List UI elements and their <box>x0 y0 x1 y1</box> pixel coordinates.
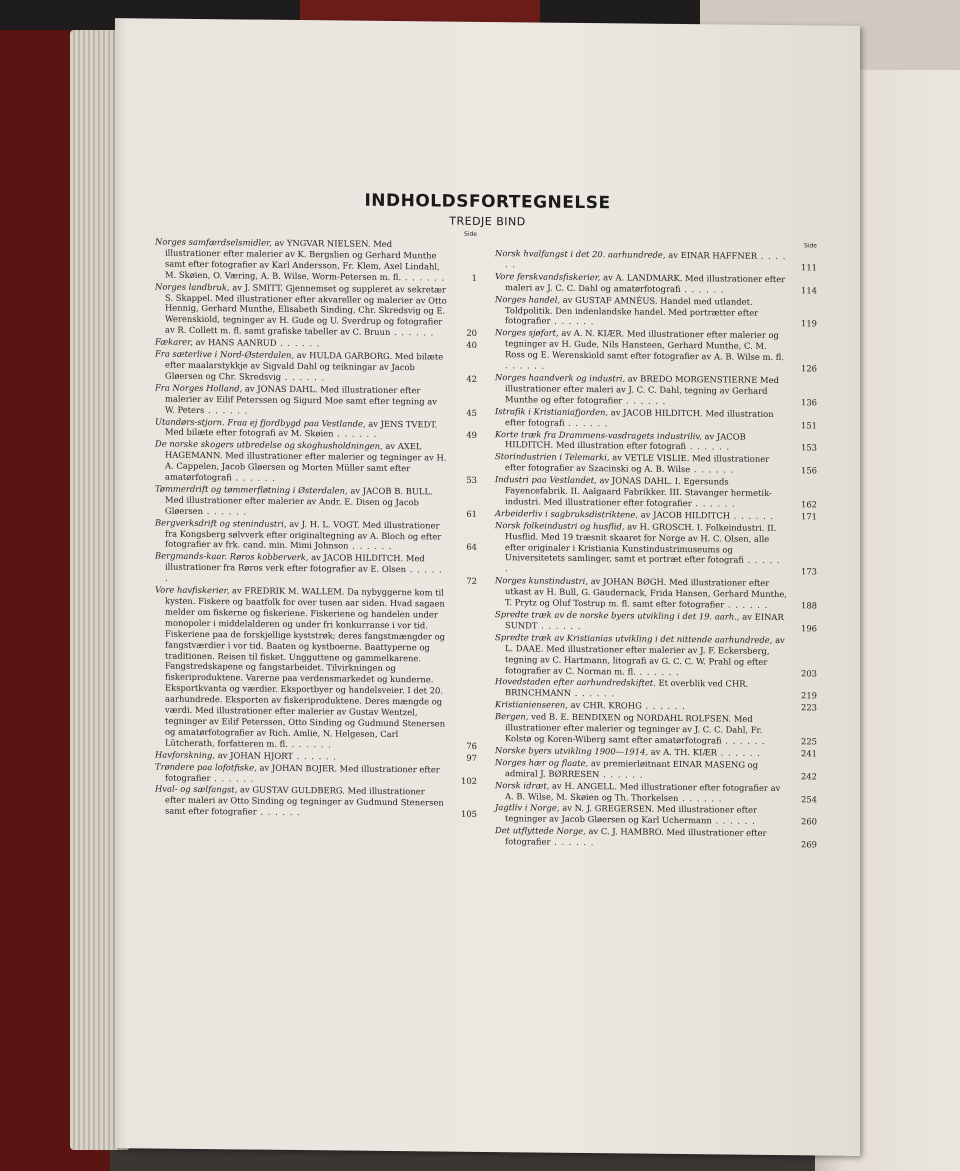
toc-entry-page: 76 <box>466 740 477 751</box>
toc-entry-page: 105 <box>461 808 477 820</box>
toc-entry: Norske byers utvikling 1900—1914, av A. TH. KIÆR . . . . . . 241 <box>495 744 817 759</box>
toc-entry: Fra sæterlive i Nord-Østerdalen, av HULDA GARBORG. Med bilæte efter maalarstykkje av Sigvald Dahl og teikningar av Jacob Gløersen og Chr. Skredsvig . . . . . . 42 <box>155 348 477 384</box>
toc-entry-description: ved B. E. BENDIXEN og NORDAHL ROLFSEN. Med illustrationer efter malerier og tegninger av J. C. C. Dahl, Fr. Kolstø og Koren-Wiberg samt efter amatørfotografi <box>505 711 763 746</box>
toc-entry: Vore ferskvandsfiskerier, av A. LANDMARK. Med illustrationer efter maleri av J. C. C. Dahl og amatørfotografi . . . . . . 114 <box>495 270 817 296</box>
toc-entry: Havforskning, av JOHAN HJORT . . . . . . 97 <box>155 749 477 763</box>
toc-entry-title: Hval- og sælfangst, <box>155 783 238 795</box>
toc-entry-page: 254 <box>801 793 817 804</box>
toc-entry-title: Norges handel, <box>495 293 561 305</box>
toc-entry: Norges handel, av GUSTAF AMNÉUS. Handel med utlandet. Toldpolitik. Den indenlandske handel. Med portrætter efter fotografier . . . . . . 119 <box>495 293 817 329</box>
toc-entry: Norges haandverk og industri, av BREDO MORGENSTIERNE Med illustrationer efter maleri av J. C. C. Dahl, tegning av Gerhard Munthe og efter fotografier . . . . . . 136 <box>495 372 817 408</box>
toc-entry-page: 64 <box>466 542 477 553</box>
toc-entry-description: av BREDO MORGENSTIERNE Med illustrationer efter maleri av J. C. C. Dahl, tegning av Gerhard Munthe og efter fotografier <box>505 373 779 406</box>
toc-entry: Storindustrien i Telemarki, av VETLE VISLIE. Med illustrationer efter fotografier av Szacinski og A. B. Wilse . . . . . . 156 <box>495 451 817 476</box>
toc-entry-title: De norske skogers utbredelse og skoghusholdningen, <box>155 438 383 452</box>
toc-entry-description: av JACOB HILDITCH. Med illustration efter fotografi <box>505 430 746 452</box>
toc-entry-title: Norges sjøfart, <box>495 327 559 339</box>
toc-entry: Spredte træk av de norske byers utvikling i det 19. aarh., av EINAR SUNDT . . . . . . 196 <box>495 609 817 634</box>
toc-entry-page: 114 <box>801 285 817 296</box>
toc-entry-page: 188 <box>801 600 817 611</box>
side-label-right: Side <box>804 242 817 250</box>
toc-entry-title: Norges kunstindustri, <box>495 575 589 587</box>
toc-entry-page: 53 <box>466 474 477 485</box>
toc-entry-page: 269 <box>801 839 817 850</box>
toc-entry-description: av J. H. L. VOGT. Med illustrationer fra Kongsberg sølvverk efter originaltegning av A. Bloch og efter fotografier av frk. cand. min. Mimi Johnson <box>165 518 442 552</box>
toc-entry: Norges landbruk, av J. SMITT. Gjennemset og suppleret av sekretær S. Skappel. Med illustrationer efter akvareller og malerier av Otto Hennig, Gerhard Munthe, Elisabeth Sinding, Chr. Skredsvig og E. Werenskiold, tegninger av H. Gude og U. Sverdrup og fotografier av R. Collett m. fl. samt grafiske tabeller av C. Bruun . . . . . . 20 <box>155 281 477 339</box>
toc-entry: Det utflyttede Norge, av C. J. HAMBRO. Med illustrationer efter fotografier . . . . . . 269 <box>495 825 817 850</box>
toc-entry-page: 102 <box>461 775 477 786</box>
toc-entry-title: Korte træk fra Drammens-vasdragets industriliv, <box>495 428 702 441</box>
toc-entry-description: av JONAS DAHL. Med illustrationer efter malerier av Eilif Peterssen og Sigurd Moe samt efter tegning av W. Peters <box>165 383 438 415</box>
toc-entry: Korte træk fra Drammens-vasdragets industriliv, av JACOB HILDITCH. Med illustration efter fotografi . . . . . . 153 <box>495 428 817 453</box>
toc-entry: Norges hær og flaate, av premierløitnant EINAR MASENG og admiral J. BØRRESEN . . . . . . 242 <box>495 756 817 782</box>
book-page <box>115 18 860 1156</box>
toc-entry-description: av JACOB B. BULL. Med illustrationer efter malerier av Andr. E. Disen og Jacob Gløersen <box>165 485 433 516</box>
toc-entry-page: 223 <box>801 702 817 713</box>
toc-entry-page: 196 <box>801 623 817 634</box>
toc-entry-page: 173 <box>801 566 817 577</box>
toc-entry-description: Et overblik ved CHR. BRINCHMANN <box>505 678 749 699</box>
toc-entry: Hovedstaden efter aarhundredskiftet. Et overblik ved CHR. BRINCHMANN . . . . . . 219 <box>495 676 817 701</box>
toc-entry-page: 242 <box>801 770 817 782</box>
toc-entry-page: 156 <box>801 465 817 476</box>
toc-entry-description: av A. TH. KIÆR <box>650 746 717 758</box>
toc-entry-title: Spredte træk av Kristianias utvikling i det nittende aarhundrede, <box>495 631 773 645</box>
toc-entry-description: av L. DAAE. Med illustrationer efter malerier av J. F. Eckersberg, tegning av C. Hartmann, litografi av G. C. C. W. Prahl og efter fotografier av C. Norman m. fl. <box>505 634 785 677</box>
toc-entry-page: 20 <box>466 328 477 339</box>
toc-entry-title: Norges samfærdselsmidler, <box>155 236 272 248</box>
toc-entry-title: Bergen, <box>495 711 529 722</box>
toc-entry-description: av AXEL HAGEMANN. Med illustrationer efter malerier og tegninger av H. A. Cappelen, Jacob Gløersen og Morten Müller samt efter amatørfotografi <box>165 441 447 483</box>
toc-entry-page: 1 <box>471 272 477 283</box>
toc-entry-title: Storindustrien i Telemarki, <box>495 451 610 463</box>
toc-entry-title: Tømmerdrift og tømmerfløtning i Østerdalen, <box>155 483 348 496</box>
toc-entry-description: av A. N. KIÆR. Med illustrationer efter malerier og tegninger av H. Gude, Nils Hansteen, Gerhard Munthe, C. M. Ross og E. Werenskiold samt efter fotografier av A. B. Wilse m. fl. <box>505 328 785 363</box>
toc-entry: Norsk folkeindustri og husflid, av H. GROSCH. I. Folkeindustri. II. Husflid. Med 19 træsnit skaaret for Norge av H. C. Olsen, alle efter originaler i Kristiania Kunstindustrimuseums og Universitetets samlinger, samt et portræt efter fotografi . . . . . . 173 <box>495 519 817 577</box>
toc-entry-page: 49 <box>466 430 477 441</box>
toc-entry: Bergverksdrift og stenindustri, av J. H. L. VOGT. Med illustrationer fra Kongsberg sølvverk efter originaltegning av A. Bloch og efter fotografier av frk. cand. min. Mimi Johnson . . . . . . 64 <box>155 517 477 553</box>
toc-entry-page: 151 <box>801 419 817 431</box>
toc-entry: Fækarer, av HANS AANRUD . . . . . . 40 <box>155 336 477 351</box>
toc-entry: Norsk hvalfangst i det 20. aarhundrede, av EINAR HAFFNER . . . . . . 111 <box>495 248 817 273</box>
toc-entry: Trøndere paa lofotfiske, av JOHAN BOJER. Med illustrationer efter fotografier . . . . . . 102 <box>155 761 477 786</box>
toc-entry: Jagtliv i Norge, av N. J. GREGERSEN. Med illustrationer efter tegninger av Jacob Gløersen og Karl Uchermann . . . . . . 260 <box>495 802 817 827</box>
toc-entry-description: av CHR. KROHG <box>570 700 642 711</box>
toc-entry: Arbeiderliv i sagbruksdistriktene, av JACOB HILDITCH . . . . . . 171 <box>495 507 817 522</box>
toc-entry-description: av EINAR HAFFNER <box>668 249 758 261</box>
toc-entry: Norges kunstindustri, av JOHAN BØGH. Med illustrationer efter utkast av H. Bull, G. Gaudernack, Frida Hansen, Gerhard Munthe, T. Prytz og Oluf Tostrup m. fl. samt efter fotografier . . . . . . 188 <box>495 575 817 611</box>
toc-entry-title: Utandørs-stjorn. Fraa ej fjordbygd paa Vestlande, <box>155 416 366 429</box>
toc-entry-title: Arbeiderliv i sagbruksdistriktene, <box>495 507 639 520</box>
toc-entry-title: Norges landbruk, <box>155 281 230 292</box>
toc-entry-page: 162 <box>801 499 817 510</box>
toc-entry: Industri paa Vestlandet, av JONAS DAHL. I. Egersunds Fayencefabrik. II. Aalgaard Fabrikker. III. Stavanger hermetik-industri. Med illustrationer efter fotografier . . . . . . 162 <box>495 474 817 510</box>
toc-entry-description: av EINAR SUNDT <box>505 611 784 631</box>
toc-entry: Bergen, ved B. E. BENDIXEN og NORDAHL ROLFSEN. Med illustrationer efter malerier og tegninger av J. C. C. Dahl, Fr. Kolstø og Koren-Wiberg samt efter amatørfotografi . . . . . . 225 <box>495 711 817 747</box>
toc-entry-title: Kristianienseren, <box>495 699 568 711</box>
toc-entry-page: 126 <box>801 363 817 374</box>
toc-entry-title: Industri paa Vestlandet, <box>495 474 597 486</box>
toc-entry-page: 42 <box>466 373 477 384</box>
toc-entry-page: 153 <box>801 442 817 453</box>
toc-entry-description: av FREDRIK M. WALLEM. Da nybyggerne kom til kysten. Fiskere og baatfolk for over tusen aar siden. Hvad sagaen melder om fiskerne og fiskeriene. Fiskeriene og handelen under monopoler i middelalderen og under fri konkurranse i vor tid. Fiskeriene paa de forskjellige kyststrøk; deres fangstmængder og fangstværdier i vor tid. Baaten og kystboerne. Baattyperne og traditionen. Reisen til fisket. Ungguttene og gammelkarene. Fangstredskapene og fangstarbeidet. Tilvirkningen og fiskeriproduktene. Varerne paa verdensmarkedet og kunderne. Eksportkvanta og værdier. Eksportbyer og handelsveier. I det 20. aarhundrede. Eksporten av fiskeriproduktene. Deres mængde og værdi. Med illustrationer efter malerier av Gustav Wentzel, tegninger av Eilif Peterssen, Otto Sinding og Gudmund Stenersen og amatørfotografier av Rich. Amlie, N. Helgesen, Carl Lütcherath, forfatteren m. fl. <box>165 585 446 749</box>
toc-entry-page: 136 <box>801 397 817 408</box>
toc-entry-description: av N. J. GREGERSEN. Med illustrationer efter tegninger av Jacob Gløersen og Karl Uchermann <box>505 803 758 826</box>
toc-entry-title: Jagtliv i Norge, <box>495 802 560 814</box>
toc-entry: Norges sjøfart, av A. N. KIÆR. Med illustrationer efter malerier og tegninger av H. Gude, Nils Hansteen, Gerhard Munthe, C. M. Ross og E. Werenskiold samt efter fotografier av A. B. Wilse m. fl. . . . . . . 126 <box>495 327 817 374</box>
toc-entry-description: av JACOB HILDITCH. Med illustration efter fotografi <box>505 406 774 428</box>
toc-entry-description: av VETLE VISLIE. Med illustrationer efter fotografier av Szacinski og A. B. Wilse <box>505 452 770 475</box>
toc-entry-description: av JACOB HILDITCH. Med illustrationer fra Røros verk efter fotografier av E. Olsen <box>165 552 425 575</box>
toc-entry-description: av HULDA GARBORG. Med bilæte efter maalarstykkje av Sigvald Dahl og teikningar av Jacob Gløersen og Chr. Skredsvig <box>165 350 444 382</box>
toc-entry-title: Norges hær og flaate, <box>495 756 589 768</box>
toc-entry-page: 97 <box>466 752 477 763</box>
toc-entry-description: av C. J. HAMBRO. Med illustrationer efter fotografier <box>505 826 767 847</box>
toc-entry-description: av J. SMITT. Gjennemset og suppleret av sekretær S. Skappel. Med illustrationer efter akvareller og malerier av Otto Hennig, Gerhard Munthe, Elisabeth Sinding, Chr. Skredsvig og E. Werenskiold, tegninger av H. Gude og U. Sverdrup og fotografier av R. Collett m. fl. samt grafiske tabeller av C. Bruun <box>165 281 447 338</box>
toc-column-right <box>495 238 817 851</box>
toc-entry-description: av A. LANDMARK. Med illustrationer efter maleri av J. C. C. Dahl og amatørfotografi <box>505 272 786 294</box>
toc-entry-title: Norges haandverk og industri, <box>495 372 626 384</box>
side-label-left: Side <box>464 230 477 238</box>
toc-entry-description: av GUSTAV GULDBERG. Med illustrationer efter maleri av Otto Sinding og tegninger av Gudmund Stenersen samt efter fotografier <box>165 784 444 817</box>
toc-entry-title: Fra Norges Holland, <box>155 382 243 394</box>
toc-entry-page: 171 <box>801 511 817 522</box>
toc-entry-title: Vore havfiskerier, <box>155 584 230 596</box>
toc-entry: Hval- og sælfangst, av GUSTAV GULDBERG. Med illustrationer efter maleri av Otto Sinding og tegninger av Gudmund Stenersen samt efter fotografier . . . . . . 105 <box>155 783 477 820</box>
toc-entry: Fra Norges Holland, av JONAS DAHL. Med illustrationer efter malerier av Eilif Peterssen og Sigurd Moe samt efter tegning av W. Peters . . . . . . 45 <box>155 382 477 418</box>
toc-entry-page: 203 <box>801 667 817 678</box>
toc-entry-description: av H. GROSCH. I. Folkeindustri. II. Husflid. Med 19 træsnit skaaret for Norge av H. C. Olsen, alle efter originaler i Kristiania Kunstindustrimuseums og Universitetets samlinger, samt et portræt efter fotografi <box>505 521 777 566</box>
toc-entry-description: av JOHAN BØGH. Med illustrationer efter utkast av H. Bull, G. Gaudernack, Frida Hansen, Gerhard Munthe, T. Prytz og Oluf Tostrup m. fl. samt efter fotografier <box>505 576 787 610</box>
toc-entry-title: Havforskning, <box>155 749 216 760</box>
toc-column-left <box>155 227 477 821</box>
toc-entry-description: av JOHAN HJORT <box>217 749 293 761</box>
toc-entry: Bergmands-kaar. Røros kobberverk, av JACOB HILDITCH. Med illustrationer fra Røros verk efter fotografier av E. Olsen . . . . . . 72 <box>155 550 477 587</box>
toc-entry-title: Bergverksdrift og stenindustri, <box>155 517 287 529</box>
toc-entry-title: Istrafik i Kristianiafjorden, <box>495 405 609 417</box>
toc-entry-description: av JOHAN BOJER. Med illustrationer efter fotografier <box>165 762 440 783</box>
toc-entry-title: Bergmands-kaar. Røros kobberverk, <box>155 550 309 563</box>
toc-list-left <box>155 237 477 820</box>
toc-entry-title: Trøndere paa lofotfiske, <box>155 761 257 773</box>
toc-entry-page: 219 <box>801 690 817 701</box>
toc-entry-title: Vore ferskvandsfiskerier, <box>495 270 601 282</box>
toc-entry-description: av JACOB HILDITCH <box>640 509 731 521</box>
toc-entry-page: 225 <box>801 736 817 747</box>
toc-entry-description: av GUSTAF AMNÉUS. Handel med utlandet. Toldpolitik. Den indenlandske handel. Med portrætter efter fotografier <box>505 294 759 327</box>
toc-entry-description: av JONAS DAHL. I. Egersunds Fayencefabrik. II. Aalgaard Fabrikker. III. Stavanger hermetik-industri. Med illustrationer efter fotografier <box>505 475 772 509</box>
toc-entry-description: av premierløitnant EINAR MASENG og admiral J. BØRRESEN <box>505 757 759 779</box>
page-title: INDHOLDSFORTEGNELSE <box>364 190 611 214</box>
toc-entry-title: Norsk idræt, <box>495 779 550 791</box>
toc-entry-description: av H. ANGELL. Med illustrationer efter fotografier av A. B. Wilse, M. Skøien og Th. Thorkelsen <box>505 780 781 803</box>
toc-entry-title: Hovedstaden efter aarhundredskiftet. <box>495 676 656 689</box>
toc-entry: Spredte træk av Kristianias utvikling i det nittende aarhundrede, av L. DAAE. Med illustrationer efter malerier av J. F. Eckersberg, tegning av C. Hartmann, litografi av G. C. C. W. Prahl og efter fotografier av C. Norman m. fl. . . . . . . 203 <box>495 631 817 678</box>
toc-list-right <box>495 248 817 850</box>
toc-entry-page: 45 <box>466 407 477 418</box>
toc-entry-title: Fra sæterlive i Nord-Østerdalen, <box>155 348 295 361</box>
toc-entry-title: Norsk folkeindustri og husflid, <box>495 519 625 532</box>
toc-entry-title: Fækarer, <box>155 336 193 348</box>
toc-entry: Norges samfærdselsmidler, av YNGVAR NIELSEN. Med illustrationer efter malerier av K. Bergslien og Gerhard Munthe samt efter fotografier av Karl Andersson, Fr. Klem, Axel Lindahl, M. Skøien, O. Væring, A. B. Wilse, Worm-Petersen m. fl. . . . . . . 1 <box>155 236 477 283</box>
toc-entry-page: 40 <box>466 339 477 351</box>
toc-entry: Utandørs-stjorn. Fraa ej fjordbygd paa Vestlande, av JENS TVEDT. Med bilæte efter fotografi av M. Skøien . . . . . . 49 <box>155 416 477 441</box>
toc-entry: Tømmerdrift og tømmerfløtning i Østerdalen, av JACOB B. BULL. Med illustrationer efter malerier av Andr. E. Disen og Jacob Gløersen . . . . . . 61 <box>155 483 477 519</box>
toc-entry: De norske skogers utbredelse og skoghusholdningen, av AXEL HAGEMANN. Med illustrationer efter malerier og tegninger av H. A. Cappelen, Jacob Gløersen og Morten Müller samt efter amatørfotografi . . . . . . 53 <box>155 438 477 485</box>
toc-entry-page: 260 <box>801 816 817 827</box>
toc-entry-page: 119 <box>801 318 817 329</box>
toc-entry-description: av JENS TVEDT. Med bilæte efter fotografi av M. Skøien <box>165 418 438 439</box>
toc-entry-description: av HANS AANRUD <box>195 337 277 348</box>
toc-entry: Kristianienseren, av CHR. KROHG . . . . . . 223 <box>495 699 817 713</box>
toc-entry-page: 111 <box>801 262 817 273</box>
toc-entry-page: 61 <box>466 508 477 519</box>
toc-entry-description: av YNGVAR NIELSEN. Med illustrationer efter malerier av K. Bergslien og Gerhard Munthe samt efter fotografier av Karl Andersson, Fr. Klem, Axel Lindahl, M. Skøien, O. Væring, A. B. Wilse, Worm-Petersen m. fl. <box>165 237 440 282</box>
toc-entry-title: Det utflyttede Norge, <box>495 825 586 837</box>
page-subtitle: TREDJE BIND <box>449 214 526 229</box>
toc-entry-page: 241 <box>801 748 817 759</box>
toc-entry: Istrafik i Kristianiafjorden, av JACOB HILDITCH. Med illustration efter fotografi . . . . . . 151 <box>495 405 817 431</box>
toc-entry-title: Spredte træk av de norske byers utvikling i det 19. aarh., <box>495 609 740 622</box>
toc-entry: Vore havfiskerier, av FREDRIK M. WALLEM. Da nybyggerne kom til kysten. Fiskere og baatfolk for over tusen aar siden. Hvad sagaen melder om fiskerne og fiskeriene. Fiskeriene og handelen under monopoler i middelalderen og under fri konkurranse i vor tid. Fiskeriene paa de forskjellige kyststrøk; deres fangstmængder og fangstværdier i vor tid. Baaten og kystboerne. Baattyperne og traditionen. Reisen til fisket. Ungguttene og gammelkarene. Fangstredskapene og fangstarbeidet. Tilvirkningen og fiskeriproduktene. Varerne paa verdensmarkedet og kunderne. Eksportkvanta og værdier. Eksportbyer og handelsveier. I det 20. aarhundrede. Eksporten av fiskeriproduktene. Deres mængde og værdi. Med illustrationer efter malerier av Gustav Wentzel, tegninger av Eilif Peterssen, Otto Sinding og Gudmund Stenersen og amatørfotografier av Rich. Amlie, N. Helgesen, Carl Lütcherath, forfatteren m. fl. . . . . . . 76 <box>155 584 477 751</box>
toc-entry-title: Norsk hvalfangst i det 20. aarhundrede, <box>495 248 666 260</box>
toc-entry: Norsk idræt, av H. ANGELL. Med illustrationer efter fotografier av A. B. Wilse, M. Skøien og Th. Thorkelsen . . . . . . 254 <box>495 779 817 804</box>
toc-entry-title: Norske byers utvikling 1900—1914, <box>495 744 649 757</box>
toc-entry-page: 72 <box>466 575 477 587</box>
